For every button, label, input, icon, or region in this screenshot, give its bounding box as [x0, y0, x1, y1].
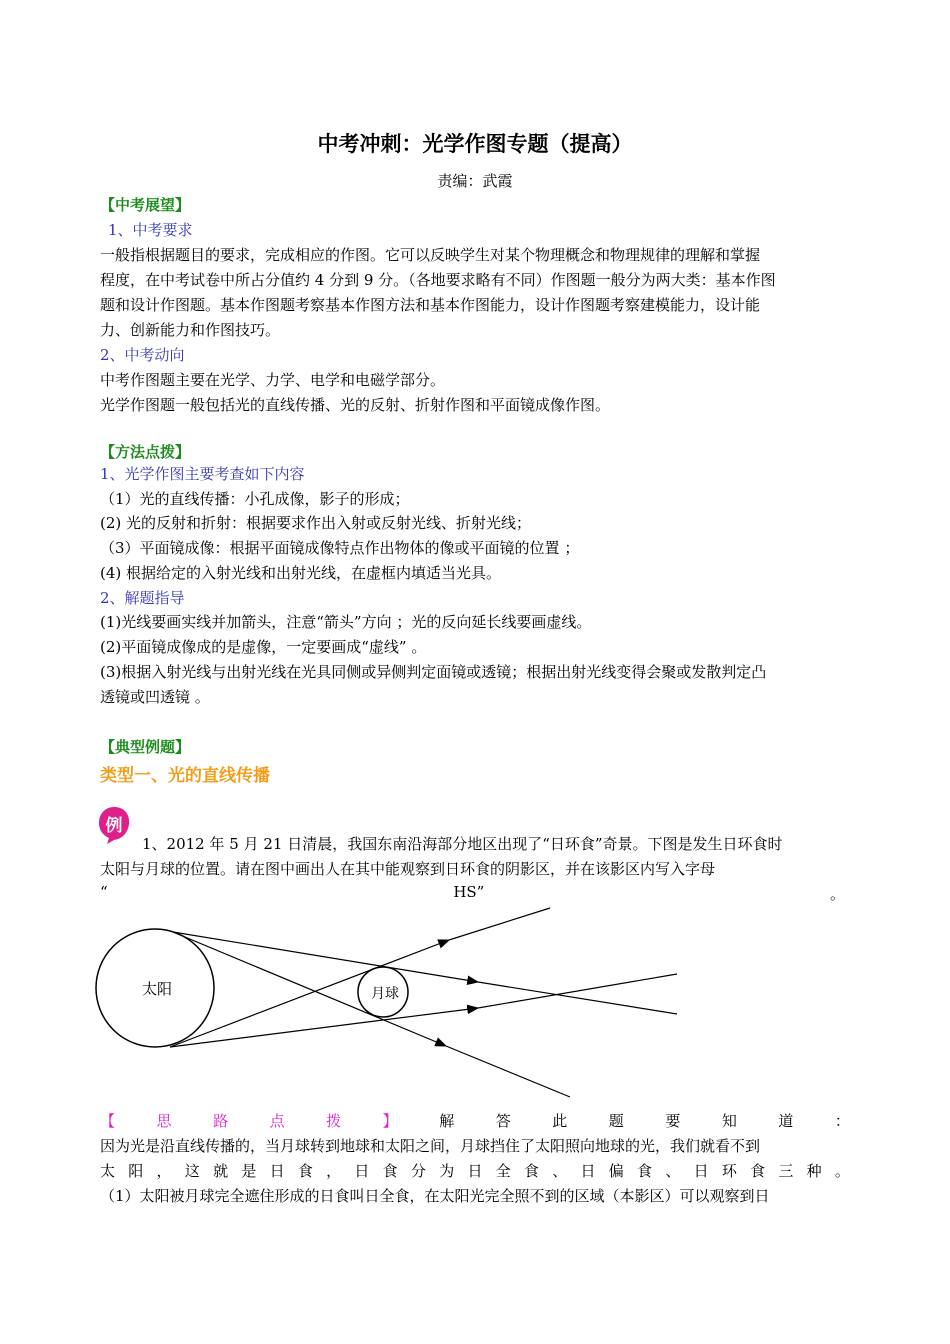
method-item-3: （3）平面镜成像：根据平面镜成像特点作出物体的像或平面镜的位置 ； — [100, 539, 580, 557]
moon-label: 月球 — [371, 986, 399, 1002]
ray-lower-outer — [170, 1008, 478, 1047]
section-heading-outlook: 【中考展望】 — [100, 196, 191, 214]
req-line-4: 力、创新能力和作图技巧。 — [100, 321, 281, 339]
analysis-heading-row — [100, 1110, 850, 1131]
question-hs-label: HS” — [453, 883, 485, 901]
example-badge-icon — [97, 805, 131, 845]
analysis-char: 食 — [750, 1162, 766, 1180]
analysis-char: ， — [326, 1162, 342, 1180]
analysis-char: 、 — [552, 1162, 568, 1180]
analysis-char: 】 — [382, 1112, 398, 1130]
req-line-1: 一般指根据题目的要求，完成相应的作图。它可以反映学生对某个物理概念和物理规律的理解和掌握 — [100, 246, 761, 264]
analysis-char: 答 — [495, 1112, 511, 1130]
analysis-char: 偏 — [608, 1162, 624, 1180]
analysis-char: 拨 — [326, 1112, 342, 1130]
analysis-char: 阳 — [128, 1162, 144, 1180]
guide-line-3: (3)根据入射光线与出射光线在光具同侧或异侧判定面镜或透镜；根据出射光线变得会聚或发散判定凸 — [100, 663, 767, 681]
method-item-2: (2) 光的反射和折射：根据要求作出入射或反射光线、折射光线； — [100, 514, 532, 532]
ray-upper-outer-extension — [478, 982, 677, 1014]
analysis-char: 。 — [834, 1162, 850, 1180]
analysis-char: 日 — [467, 1162, 483, 1180]
guide-line-4: 透镜或凹透镜 。 — [100, 688, 210, 706]
analysis-char: 食 — [637, 1162, 653, 1180]
analysis-char: 日 — [580, 1162, 596, 1180]
subheading-content: 1、光学作图主要考查如下内容 — [100, 465, 305, 483]
ray-lower-cross-extension — [449, 908, 550, 940]
badge-label: 例 — [105, 816, 123, 836]
section-heading-method: 【方法点拨】 — [100, 443, 191, 461]
analysis-char: ， — [156, 1162, 172, 1180]
editor-line: 责编：武霞 — [437, 172, 513, 190]
analysis-char: 太 — [100, 1162, 116, 1180]
trend-line-1: 中考作图题主要在光学、力学、电学和电磁学部分。 — [100, 371, 446, 389]
analysis-char: 食 — [523, 1162, 539, 1180]
analysis-char: 道 — [778, 1112, 794, 1130]
subheading-trend: 2、中考动向 — [100, 346, 185, 364]
section-heading-examples: 【典型例题】 — [100, 738, 191, 756]
analysis-char: 这 — [184, 1162, 200, 1180]
page-title: 中考冲刺：光学作图专题（提高） — [317, 132, 633, 156]
sun-label: 太阳 — [141, 980, 173, 998]
analysis-char: 知 — [721, 1112, 737, 1130]
question-line-1: 1、2012 年 5 月 21 日清晨，我国东南沿海部分地区出现了“日环食”奇景。下图是发生日环食时 — [142, 835, 783, 853]
analysis-char: 食 — [297, 1162, 313, 1180]
analysis-line-1: 因为光是沿直线传播的，当月球转到地球和太阳之间，月球挡住了太阳照向地球的光，我们就看不到 — [100, 1137, 761, 1155]
trend-line-2: 光学作图题一般包括光的直线传播、光的反射、折射作图和平面镜成像作图。 — [100, 396, 611, 414]
ray-lower-cross — [170, 940, 449, 1047]
subheading-guide: 2、解题指导 — [100, 589, 185, 607]
analysis-char: 、 — [665, 1162, 681, 1180]
guide-line-1: (1)光线要画实线并加箭头，注意“箭头”方向 ；光的反向延长线要画虚线。 — [100, 613, 592, 631]
analysis-char: 题 — [608, 1112, 624, 1130]
question-end: 。 — [829, 885, 845, 903]
analysis-char: 路 — [213, 1112, 229, 1130]
analysis-line-3: （1）太阳被月球完全遮住形成的日食叫日全食，在太阳光完全照不到的区域（本影区）可以观察到日 — [100, 1187, 770, 1205]
analysis-char: 环 — [721, 1162, 737, 1180]
analysis-char: 【 — [100, 1112, 116, 1130]
req-line-2: 程度，在中考试卷中所占分值约 4 分到 9 分。（各地要求略有不同）作图题一般分为两大类：基本作图 — [100, 271, 776, 289]
guide-line-2: (2)平面镜成像成的是虚像，一定要画成“虚线” 。 — [100, 638, 427, 656]
type-heading: 类型一、光的直线传播 — [100, 766, 270, 786]
analysis-line-2 — [100, 1160, 850, 1181]
analysis-char: 是 — [241, 1162, 257, 1180]
analysis-char: 要 — [665, 1112, 681, 1130]
ray-upper-cross-extension — [446, 1046, 570, 1097]
method-item-4: (4) 根据给定的入射光线和出射光线，在虚框内填适当光具。 — [100, 564, 502, 582]
analysis-char: 点 — [269, 1112, 285, 1130]
ray-lower-outer-extension — [478, 974, 677, 1008]
analysis-char: 思 — [156, 1112, 172, 1130]
req-line-3: 题和设计作图题。基本作图题考察基本作图方法和基本作图能力，设计作图题考察建模能力，设计能 — [100, 296, 761, 314]
analysis-char: 全 — [495, 1162, 511, 1180]
analysis-char: 为 — [439, 1162, 455, 1180]
analysis-char: 日 — [354, 1162, 370, 1180]
analysis-char: 食 — [382, 1162, 398, 1180]
question-line-2: 太阳与月球的位置。请在图中画出人在其中能观察到日环食的阴影区，并在该影区内写入字母 — [100, 860, 716, 878]
question-quote-open: “ — [100, 883, 108, 901]
analysis-char: 日 — [269, 1162, 285, 1180]
ray-upper-outer — [173, 932, 478, 982]
analysis-char: 就 — [213, 1162, 229, 1180]
analysis-char: 种 — [806, 1162, 822, 1180]
analysis-char: 此 — [552, 1112, 568, 1130]
analysis-char: 日 — [693, 1162, 709, 1180]
subheading-requirements: 1、中考要求 — [108, 221, 193, 239]
analysis-char: 三 — [778, 1162, 794, 1180]
analysis-char: 分 — [410, 1162, 426, 1180]
eclipse-diagram — [95, 900, 695, 1100]
method-item-1: （1）光的直线传播：小孔成像，影子的形成； — [100, 490, 410, 508]
analysis-char: 解 — [439, 1112, 455, 1130]
analysis-char: ： — [834, 1112, 850, 1130]
